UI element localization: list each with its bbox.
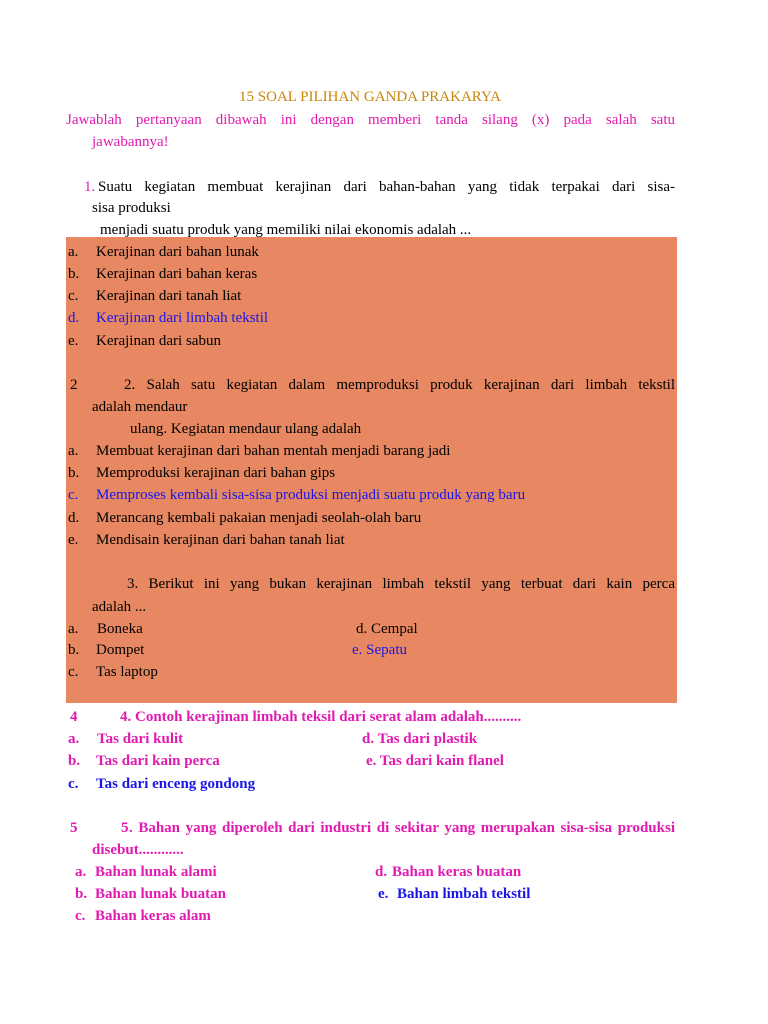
q4-option-d[interactable]: d. Tas dari plastik <box>362 731 478 747</box>
q5-option-d[interactable]: Bahan keras buatan <box>392 864 522 880</box>
q2-line-2: adalah mendaur <box>92 399 188 415</box>
q4-option-a-letter: a. <box>68 731 80 747</box>
q4-option-e[interactable]: e. Tas dari kain flanel <box>366 753 504 769</box>
q2-option-c-letter: c. <box>68 487 79 503</box>
q1-option-e-letter: e. <box>68 333 79 349</box>
q2-option-d[interactable]: Merancang kembali pakaian menjadi seolah-olah baru <box>96 510 422 526</box>
q5-line-2: disebut............ <box>92 842 184 858</box>
q4-option-a[interactable]: Tas dari kulit <box>97 731 184 747</box>
q3-option-c-letter: c. <box>68 664 79 680</box>
q4-option-c-letter: c. <box>68 776 79 792</box>
q1-option-a-letter: a. <box>68 244 79 260</box>
q4-option-b[interactable]: Tas dari kain perca <box>96 753 220 769</box>
q1-line-1: Suatu kegiatan membuat kerajinan dari bahan-bahan yang tidak terpakai dari sisa- <box>98 179 675 195</box>
q3-option-c[interactable]: Tas laptop <box>96 664 158 680</box>
q4-option-c[interactable]: Tas dari enceng gondong <box>96 776 256 792</box>
q5-option-d-letter: d. <box>375 864 388 880</box>
q3-line-2: adalah ... <box>92 599 147 615</box>
instruction-line-2: jawabannya! <box>92 134 169 150</box>
q5-option-b[interactable]: Bahan lunak buatan <box>95 886 226 902</box>
q5-number-inline: 5 <box>121 820 129 836</box>
q2-option-a-letter: a. <box>68 443 79 459</box>
q3-option-d[interactable]: d. Cempal <box>356 621 418 637</box>
q4-line-1: 4. Contoh kerajinan limbah teksil dari serat alam adalah.......... <box>120 709 522 725</box>
q1-line-2: sisa produksi <box>92 200 171 216</box>
q2-option-b[interactable]: Memproduksi kerajinan dari bahan gips <box>96 465 336 481</box>
q5-line-1: . Bahan yang diperoleh dari industri di sekitar yang merupakan sisa-sisa produksi <box>129 820 675 836</box>
instruction-line-1: Jawablah pertanyaan dibawah ini dengan memberi tanda silang (x) pada salah satu <box>66 112 675 128</box>
q3-line-1: 3. Berikut ini yang bukan kerajinan limbah tekstil yang terbuat dari kain perca <box>127 576 675 592</box>
q3-option-e[interactable]: e. Sepatu <box>352 642 407 658</box>
q5-option-c-letter: c. <box>75 908 86 924</box>
q3-option-a[interactable]: Boneka <box>97 621 143 637</box>
q2-option-c[interactable]: Memproses kembali sisa-sisa produksi menjadi suatu produk yang baru <box>96 487 526 503</box>
q5-number: 5 <box>70 820 78 836</box>
q1-line-3: menjadi suatu produk yang memiliki nilai ekonomis adalah ... <box>100 222 472 238</box>
q3-option-b-letter: b. <box>68 642 80 658</box>
q5-option-c[interactable]: Bahan keras alam <box>95 908 211 924</box>
q2-line-3: ulang. Kegiatan mendaur ulang adalah <box>130 421 362 437</box>
q3-option-b[interactable]: Dompet <box>96 642 145 658</box>
q1-option-c-letter: c. <box>68 288 79 304</box>
q2-option-e[interactable]: Mendisain kerajinan dari bahan tanah liat <box>96 532 345 548</box>
q2-option-d-letter: d. <box>68 510 80 526</box>
q2-line-1: 2. Salah satu kegiatan dalam memproduksi produk kerajinan dari limbah tekstil <box>124 377 675 393</box>
q1-option-c[interactable]: Kerajinan dari tanah liat <box>96 288 242 304</box>
q5-option-a[interactable]: Bahan lunak alami <box>95 864 217 880</box>
q5-option-e-letter: e. <box>378 886 389 902</box>
q2-option-a[interactable]: Membuat kerajinan dari bahan mentah menjadi barang jadi <box>96 443 451 459</box>
q1-option-b[interactable]: Kerajinan dari bahan keras <box>96 266 258 282</box>
q2-option-e-letter: e. <box>68 532 79 548</box>
q1-option-a[interactable]: Kerajinan dari bahan lunak <box>96 244 259 260</box>
q1-number: 1. <box>84 179 96 195</box>
q5-option-a-letter: a. <box>75 864 87 880</box>
q3-option-a-letter: a. <box>68 621 79 637</box>
q2-number: 2 <box>70 377 78 393</box>
q1-option-b-letter: b. <box>68 266 80 282</box>
q1-option-d-letter: d. <box>68 310 80 326</box>
q1-option-d[interactable]: Kerajinan dari limbah tekstil <box>96 310 269 326</box>
q5-option-b-letter: b. <box>75 886 88 902</box>
q4-number: 4 <box>70 709 78 725</box>
q2-option-b-letter: b. <box>68 465 80 481</box>
q1-option-e[interactable]: Kerajinan dari sabun <box>96 333 221 349</box>
page-title: 15 SOAL PILIHAN GANDA PRAKARYA <box>239 89 501 105</box>
q5-option-e[interactable]: Bahan limbah tekstil <box>397 886 531 902</box>
q4-option-b-letter: b. <box>68 753 81 769</box>
